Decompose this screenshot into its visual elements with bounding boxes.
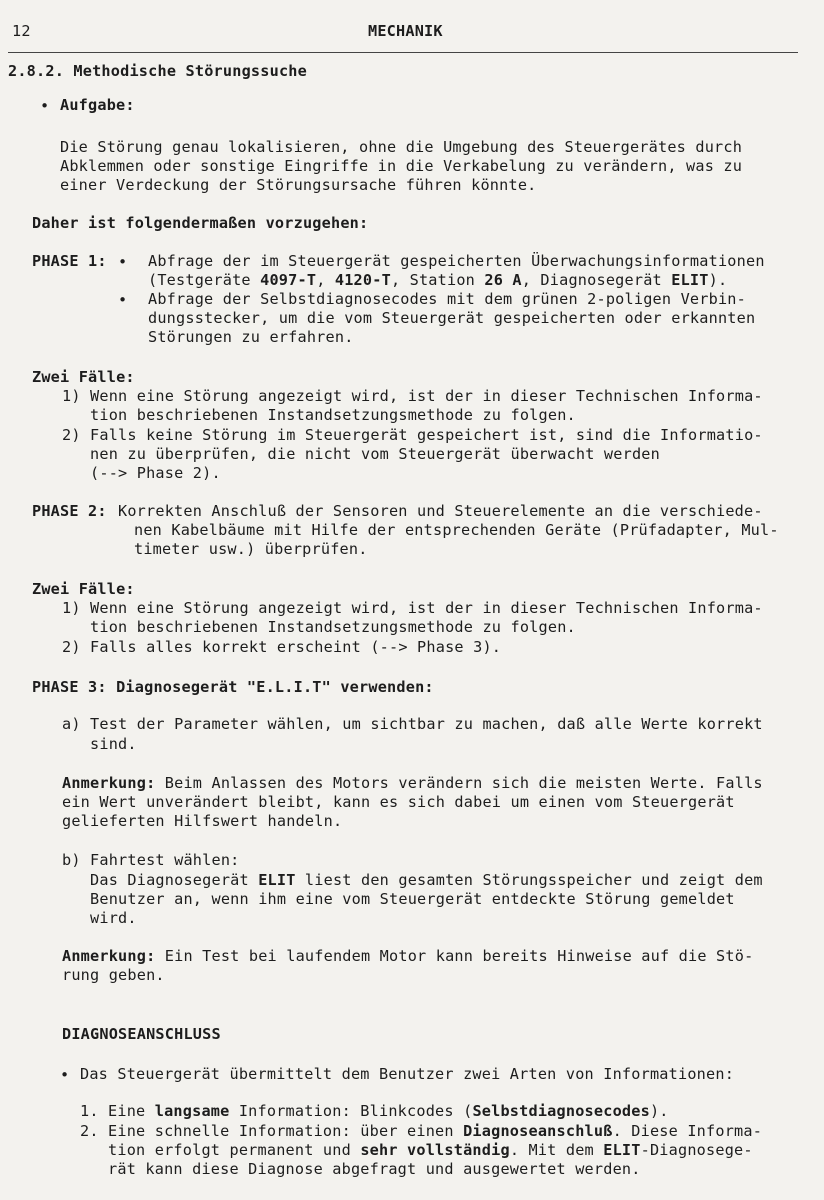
phase3-a-line2: sind. <box>62 735 137 753</box>
bullet-icon: • <box>60 1066 70 1084</box>
task-line-1: Die Störung genau lokalisieren, ohne die Umgebung des Steuergerätes durch <box>60 138 743 156</box>
cases2-item1-line2: tion beschriebenen Instandsetzungsmethode zu folgen. <box>62 618 576 636</box>
procedure-heading: Daher ist folgendermaßen vorzugehen: <box>32 214 369 232</box>
diag-item1: 1. Eine langsame Information: Blinkcodes (Selbstdiagnosecodes). <box>80 1102 669 1120</box>
phase2-line1: Korrekten Anschluß der Sensoren und Steuerelemente an die verschiede- <box>118 502 763 520</box>
page-number: 12 <box>12 22 31 40</box>
diag-bullet: Das Steuergerät übermittelt dem Benutzer zwei Arten von Informationen: <box>80 1065 735 1083</box>
diag-item2-line3: rät kann diese Diagnose abgefragt und ausgewertet werden. <box>80 1160 641 1178</box>
phase3-b-line1: b) Fahrtest wählen: <box>62 851 240 869</box>
phase1-label: PHASE 1: <box>32 252 107 270</box>
phase2-line2: nen Kabelbäume mit Hilfe der entsprechenden Geräte (Prüfadapter, Mul- <box>134 521 779 539</box>
section-title: 2.8.2. Methodische Störungssuche <box>8 62 307 80</box>
phase3-b-line3: Benutzer an, wenn ihm eine vom Steuergerät entdeckte Störung gemeldet <box>62 890 735 908</box>
cases2-item2: 2) Falls alles korrekt erscheint (--> Phase 3). <box>62 638 502 656</box>
cases1-item2-line2: nen zu überprüfen, die nicht vom Steuergerät überwacht werden <box>62 445 660 463</box>
phase1-b1-line2: (Testgeräte 4097-T, 4120-T, Station 26 A, Diagnosegerät ELIT). <box>148 271 728 289</box>
cases2-heading: Zwei Fälle: <box>32 580 135 598</box>
task-heading: Aufgabe: <box>60 96 135 114</box>
phase2-label: PHASE 2: <box>32 502 107 520</box>
phase1-b2-line1: Abfrage der Selbstdiagnosecodes mit dem grünen 2-poligen Verbin- <box>148 290 746 308</box>
phase3-b-line2: Das Diagnosegerät ELIT liest den gesamten Störungsspeicher und zeigt dem <box>62 871 763 889</box>
bullet-icon: • <box>40 97 50 115</box>
diag-heading: DIAGNOSEANSCHLUSS <box>62 1025 221 1043</box>
task-line-3: einer Verdeckung der Störungsursache führen könnte. <box>60 176 537 194</box>
note2-line1: Anmerkung: Ein Test bei laufendem Motor kann bereits Hinweise auf die Stö- <box>62 947 754 965</box>
cases1-item2-line1: 2) Falls keine Störung im Steuergerät gespeichert ist, sind die Informatio- <box>62 426 763 444</box>
cases1-item1-line2: tion beschriebenen Instandsetzungsmethode zu folgen. <box>62 406 576 424</box>
header-rule <box>8 52 798 53</box>
diag-item2-line2: tion erfolgt permanent und sehr vollständig. Mit dem ELIT-Diagnosege- <box>80 1141 753 1159</box>
phase3-b-line4: wird. <box>62 909 137 927</box>
phase1-b1-line1: Abfrage der im Steuergerät gespeicherten Überwachungsinformationen <box>148 252 765 270</box>
phase3-a-line1: a) Test der Parameter wählen, um sichtbar zu machen, daß alle Werte korrekt <box>62 715 763 733</box>
cases1-item2-line3: (--> Phase 2). <box>62 464 221 482</box>
phase1-b2-line2: dungsstecker, um die vom Steuergerät gespeicherten oder erkannten <box>148 309 756 327</box>
cases2-item1-line1: 1) Wenn eine Störung angezeigt wird, ist der in dieser Technischen Informa- <box>62 599 763 617</box>
task-line-2: Abklemmen oder sonstige Eingriffe in die Verkabelung zu verändern, was zu <box>60 157 743 175</box>
note1-line2: ein Wert unverändert bleibt, kann es sich dabei um einen vom Steuergerät <box>62 793 735 811</box>
cases1-heading: Zwei Fälle: <box>32 368 135 386</box>
diag-item2-line1: 2. Eine schnelle Information: über einen Diagnoseanschluß. Diese Informa- <box>80 1122 763 1140</box>
phase1-b2-line3: Störungen zu erfahren. <box>148 328 354 346</box>
cases1-item1-line1: 1) Wenn eine Störung angezeigt wird, ist der in dieser Technischen Informa- <box>62 387 763 405</box>
phase2-line3: timeter usw.) überprüfen. <box>134 540 368 558</box>
note2-line2: rung geben. <box>62 966 165 984</box>
bullet-icon: • <box>118 253 128 271</box>
note1-line3: gelieferten Hilfswert handeln. <box>62 812 343 830</box>
phase3-heading: PHASE 3: Diagnosegerät "E.L.I.T" verwenden: <box>32 678 434 696</box>
running-title: MECHANIK <box>368 22 443 40</box>
note1-line1: Anmerkung: Beim Anlassen des Motors verändern sich die meisten Werte. Falls <box>62 774 763 792</box>
bullet-icon: • <box>118 291 128 309</box>
